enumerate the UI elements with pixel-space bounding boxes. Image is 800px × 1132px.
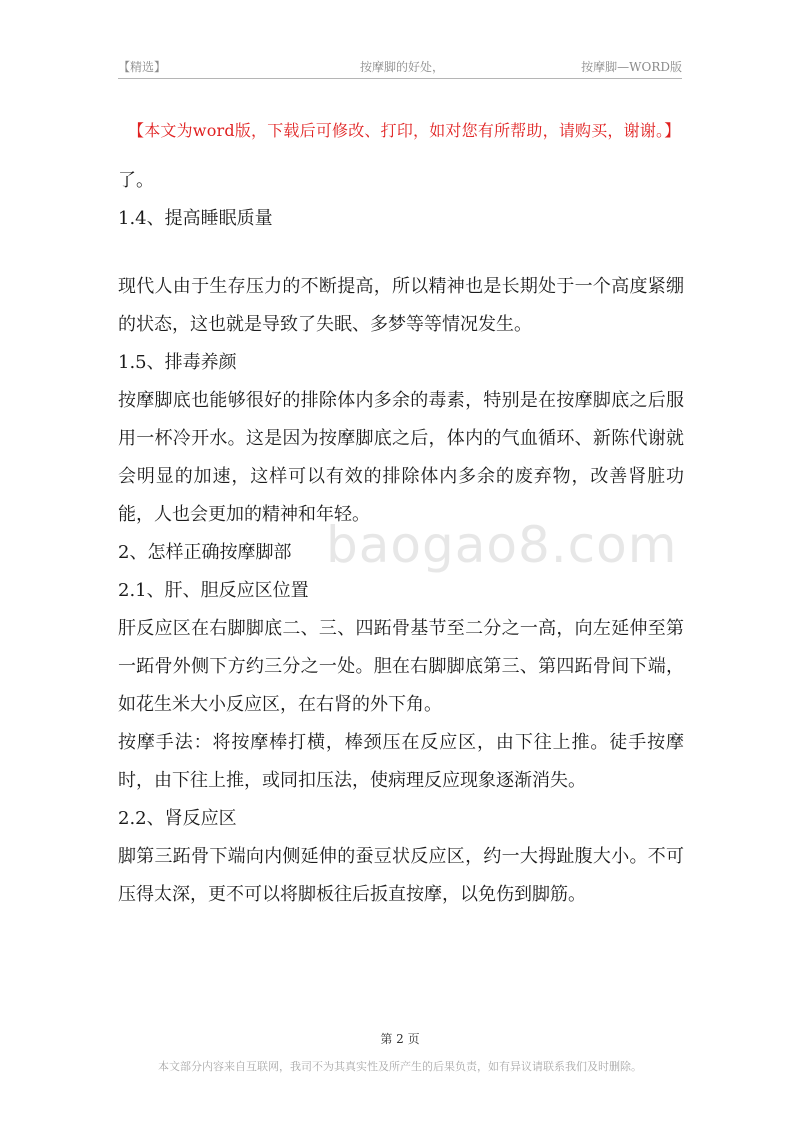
body-paragraph-liver-location: 肝反应区在右脚脚底二、三、四跖骨基节至二分之一高，向左延伸至第一跖骨外侧下方约三分之一处。胆在右脚脚底第三、第四跖骨间下端，如花生米大小反应区，在右肾的外下角。 [118,618,684,715]
page-footer-disclaimer: 本文部分内容来自互联网，我司不为其真实性及所产生的后果负责，如有异议请联系我们及时删除。 [158,1060,642,1073]
header-version-label: 按摩脚—WORD版 [581,60,682,74]
document-body [118,162,684,914]
page-header [118,56,682,79]
header-left-tag: 【精选】 [118,60,167,74]
section-heading-1-5: 1.5、排毒养颜 [118,352,237,373]
body-paragraph-continuation: 了。 [118,170,154,191]
body-paragraph-massage-method: 按摩手法：将按摩棒打横，棒颈压在反应区，由下往上推。徒手按摩时，由下往上推，或同扣压法，使病理反应现象逐渐消失。 [118,732,684,791]
page-number: 第 2 页 [380,1032,420,1046]
section-heading-1-4: 1.4、提高睡眠质量 [118,208,273,229]
site-watermark: baogao8.com [326,516,678,574]
purchase-notice: 【本文为word版，下载后可修改、打印，如对您有所帮助，请购买，谢谢。】 [128,121,681,140]
section-heading-2-2: 2.2、肾反应区 [118,808,237,829]
section-heading-2: 2、怎样正确按摩脚部 [118,542,292,563]
body-paragraph-kidney: 脚第三跖骨下端向内侧延伸的蚕豆状反应区，约一大拇趾腹大小。不可压得太深，更不可以将脚板往后扳直按摩，以免伤到脚筋。 [118,846,684,905]
section-heading-2-1: 2.1、肝、胆反应区位置 [118,580,309,601]
body-paragraph-detox: 按摩脚底也能够很好的排除体内多余的毒素，特别是在按摩脚底之后服用一杯冷开水。这是因为按摩脚底之后，体内的气血循环、新陈代谢就会明显的加速，这样可以有效的排除体内多余的废弃物，改善肾脏功能，人也会更加的精神和年轻。 [118,390,684,525]
body-paragraph-sleep: 现代人由于生存压力的不断提高，所以精神也是长期处于一个高度紧绷的状态，这也就是导致了失眠、多梦等等情况发生。 [118,276,684,335]
header-document-title: 按摩脚的好处， [360,60,445,74]
